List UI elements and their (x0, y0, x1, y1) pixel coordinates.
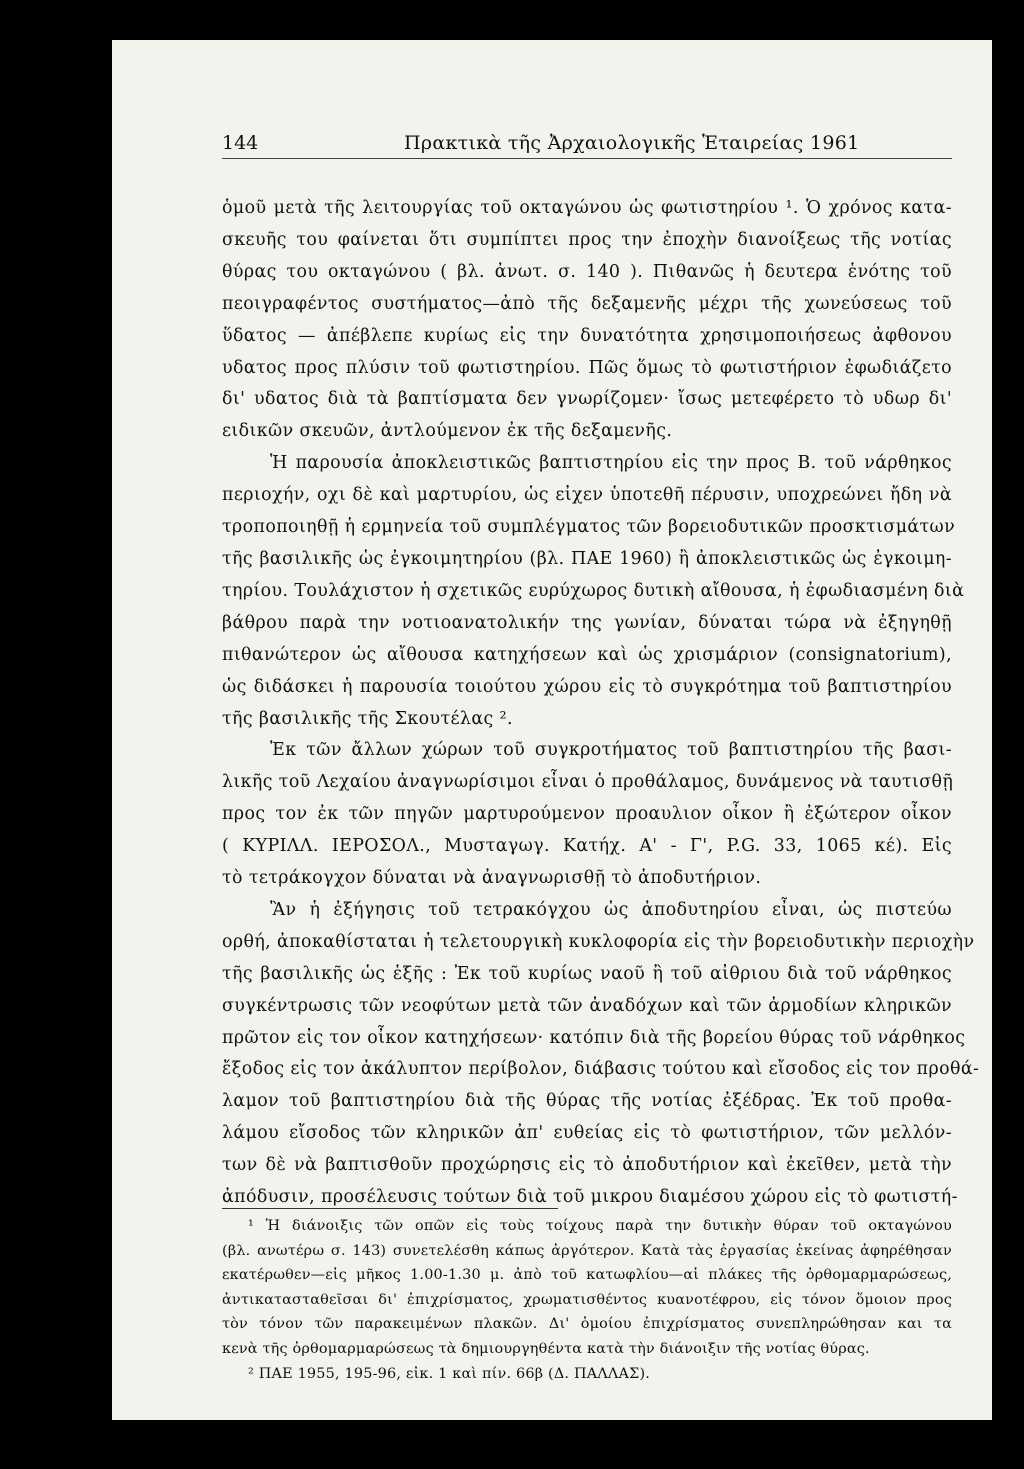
body-line: λικῆς τοῦ Λεχαίου ἀναγνωρίσιμοι εἶναι ὁ προθάλαμος, δυνάμενος νὰ ταυτισθῇ (222, 772, 954, 793)
body-line: συγκέντρωσις τῶν νεοφύτων μετὰ τῶν ἀναδόχων καὶ τῶν ἁρμοδίων κληρικῶν (222, 995, 952, 1016)
body-text (222, 193, 980, 1214)
body-line: Ἐκ τῶν ἄλλων χώρων τοῦ συγκροτήματος τοῦ βαπτιστηρίου τῆς βασι- (270, 740, 952, 761)
body-line: ἔξοδος εἰς τον ἀκάλυπτον περίβολον, διάβασις τούτου καὶ εἴσοδος εἰς τον προθά- (222, 1059, 980, 1080)
body-line: τροποποιηθῇ ἡ ερμηνεία τοῦ συμπλέγματος τῶν βορειοδυτικῶν προσκτισμάτων (222, 517, 956, 538)
body-line: ὡς διδάσκει ἡ παρουσία τοιούτου χώρου εἰς τὸ συγκρότημα τοῦ βαπτιστηρίου (222, 676, 952, 697)
body-line: Ἂν ἡ ἐξήγησις τοῦ τετρακόγχου ὡς ἀποδυτηρίου εἶναι, ὡς πιστεύω (270, 899, 952, 920)
footnote-line: εκατέρωθεν—εἰς μῆκος 1.00-1.30 μ. ἀπὸ τοῦ κατωφλίου—αἱ πλάκες τῆς ὀρθομαρμαρώσεως, (222, 1267, 952, 1284)
body-line: πεοιγραφέντος συστήματος—ἀπὸ τῆς δεξαμενῆς μέχρι τῆς χωνεύσεως τοῦ (222, 293, 952, 314)
page-number: 144 (222, 132, 259, 154)
body-line: των δὲ νὰ βαπτισθοῦν προχώρησις εἰς τὸ ἀποδυτήριον καὶ ἐκεῖθεν, μετὰ τὴν (222, 1155, 952, 1176)
body-line: περιοχήν, οχι δὲ καὶ μαρτυρίου, ὡς εἰχεν ὑποτεθῆ πέρυσιν, υποχρεώνει ἤδη νὰ (222, 485, 952, 506)
body-line: τῆς βασιλικῆς τῆς Σκουτέλας ². (222, 708, 513, 729)
footnote-rule (222, 1208, 558, 1209)
body-line: πιθανώτερον ὡς αἴθουσα κατηχήσεων καὶ ὡς χρισμάριον (consignatorium), (222, 644, 952, 665)
body-line: θύρας του οκταγώνου ( βλ. ἀνωτ. σ. 140 ). Πιθανῶς ἡ δευτερα ἑνότης τοῦ (222, 261, 952, 282)
footnote-line: ¹ Ἡ διάνοιξις τῶν οπῶν εἰς τοὺς τοίχους παρὰ την δυτικὴν θύραν τοῦ οκταγώνου (248, 1218, 952, 1234)
body-line: ἀπόδυσιν, προσέλευσις τούτων διὰ τοῦ μικρου διαμέσου χώρου εἰς τὸ φωτιστή- (222, 1187, 958, 1208)
body-line: ( ΚΥΡΙΛΛ. ΙΕΡΟΣΟΛ., Μυσταγωγ. Κατήχ. Α' - Γ', P.G. 33, 1065 κέ). Εἰς (222, 836, 952, 857)
body-line: πρῶτον εἰς τον οἶκον κατηχήσεων· κατόπιν διὰ τῆς βορείου θύρας τοῦ νάρθηκος (222, 1027, 966, 1048)
body-line: τῆς βασιλικῆς ὡς ἐγκοιμητηρίου (βλ. ΠΑΕ 1960) ἢ ἀποκλειστικῶς ὡς ἐγκοιμη- (222, 548, 952, 569)
body-line: ὁμοῦ μετὰ τῆς λειτουργίας τοῦ οκταγώνου ὡς φωτιστηρίου ¹. Ὁ χρόνος κατα- (222, 198, 952, 218)
footnote-line: ² ΠΑΕ 1955, 195-96, εἰκ. 1 καὶ πίν. 66β (Δ. ΠΑΛΛΑΣ). (248, 1365, 651, 1382)
body-line: ειδικῶν σκευῶν, ἀντλούμενον ἐκ τῆς δεξαμενῆς. (222, 421, 673, 442)
body-line: δι' υδατος διὰ τὰ βαπτίσματα δεν γνωρίζομεν· ἴσως μετεφέρετο τὸ υδωρ δι' (222, 389, 952, 410)
body-line: λαμον τοῦ βαπτιστηρίου διὰ τῆς θύρας τῆς νοτίας ἐξέδρας. Ἐκ τοῦ προθα- (222, 1091, 952, 1112)
body-line: τὸ τετράκογχον δύναται νὰ ἀναγνωρισθῇ τὸ ἀποδυτήριον. (222, 868, 762, 889)
body-line: Ἡ παρουσία ἀποκλειστικῶς βαπτιστηρίου εἰς την προς Β. τοῦ νάρθηκος (270, 453, 952, 474)
body-line: τῆς βασιλικῆς ὡς ἑξῆς : Ἐκ τοῦ κυρίως ναοῦ ἢ τοῦ αἰθριου διὰ τοῦ νάρθηκος (222, 963, 952, 984)
footnote-line: (βλ. ανωτέρω σ. 143) συνετελέσθη κάπως ἀργότερον. Κατὰ τὰς ἐργασίας ἐκείνας ἀφηρέθησαν (222, 1242, 952, 1259)
body-line: υδατος προς πλύσιν τοῦ φωτιστηρίου. Πῶς ὅμως τὸ φωτιστήριον ἐφωδιάζετο (222, 357, 952, 378)
body-line: ὕδατος — ἀπέβλεπε κυρίως εἰς την δυνατότητα χρησιμοποιήσεως ἀφθονου (222, 325, 952, 346)
body-line: τηρίου. Τουλάχιστον ἡ σχετικῶς ευρύχωρος δυτικὴ αἴθουσα, ἡ ἐφωδιασμένη διὰ (222, 580, 965, 601)
body-line: ορθή, ἀποκαθίσταται ἡ τελετουργικὴ κυκλοφορία εἰς τὴν βορειοδυτικὴν περιοχὴν (222, 931, 975, 952)
footnote-line: κενὰ τῆς ὀρθομαρμαρώσεως τὰ δημιουργηθέντα κατὰ τὴν διάνοιξιν τῆς νοτίας θύρας. (222, 1340, 870, 1357)
header-rule (222, 158, 952, 159)
footnote-line: τὸν τόνον τῶν παρακειμένων πλακῶν. Δι' ὁμοίου ἐπιχρίσματος συνεπληρώθησαν και τα (222, 1316, 952, 1333)
body-line: λάμου εἴσοδος τῶν κληρικῶν ἀπ' ευθείας εἰς τὸ φωτιστήριον, τῶν μελλόν- (222, 1123, 952, 1144)
body-line: βάθρου παρὰ την νοτιοανατολικήν της γωνίαν, δύναται τώρα νὰ ἐξηγηθῇ (222, 612, 952, 633)
body-line: σκευῆς του φαίνεται ὅτι συμπίπτει προς την ἐποχὴν διανοίξεως τῆς νοτίας (222, 229, 952, 250)
body-line: προς τον ἐκ τῶν πηγῶν μαρτυρούμενον προαυλιον οἶκον ἢ ἐξώτερον οἶκον (222, 804, 952, 825)
running-title: Πρακτικὰ τῆς Ἀρχαιολογικῆς Ἑταιρείας 1961 (404, 132, 860, 154)
running-header (222, 128, 952, 162)
footnotes (222, 1208, 952, 1386)
footnote-line: ἀντικατασταθεῖσαι δι' ἐπιχρίσματος, χρωματισθέντος κυανοτέφρου, εἰς τόνον ὅμοιον προς (222, 1291, 952, 1308)
